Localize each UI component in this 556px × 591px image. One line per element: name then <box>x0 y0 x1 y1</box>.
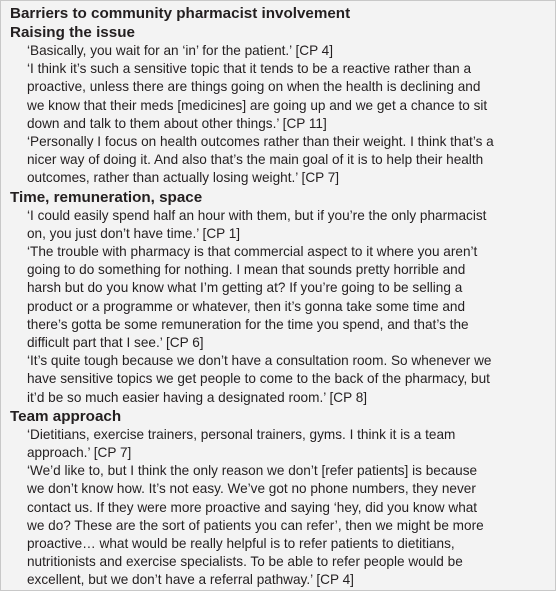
quote-line: product or a programme or whatever, then it’s gonna take some time and <box>27 298 466 314</box>
quote-line: ‘It’s quite tough because we don’t have a consultation room. So whenever we <box>27 353 492 369</box>
quote-line: harsh but do you know what I’m getting at? If you’re going to be selling a <box>27 280 463 296</box>
quote <box>10 243 547 352</box>
section <box>10 188 547 407</box>
quote-line: there’s gotta be some remuneration for the time you spend, and that’s the <box>27 316 469 332</box>
quote-line: we know that their meds [medicines] are going up and we get a chance to sit <box>27 97 488 113</box>
quote-line: difficult part that I see.’ [CP 6] <box>27 335 204 351</box>
quote-line: proactive… what would be really helpful is to refer patients to dietitians, <box>27 536 455 552</box>
quote <box>10 426 547 462</box>
section-heading: Time, remuneration, space <box>10 188 203 206</box>
quote-line: contact us. If they were more proactive and saying ‘hey, did you know what <box>27 499 478 515</box>
quote-line: on, you just don’t have time.’ [CP 1] <box>27 225 241 241</box>
quote-line: ‘Personally I focus on health outcomes rather than their weight. I think that’s a <box>27 134 494 150</box>
quote <box>10 352 547 407</box>
quote-line: proactive, unless there are things going on when the health is declining and <box>27 79 481 95</box>
quote-line: we do? These are the sort of patients you can refer’, then we might be more <box>27 517 484 533</box>
quote-line: excellent, but we don’t have a referral pathway.’ [CP 4] <box>27 572 354 588</box>
quote <box>10 42 547 60</box>
section-heading: Team approach <box>10 407 122 425</box>
section <box>10 407 547 590</box>
quote-line: ‘I think it’s such a sensitive topic that it tends to be a reactive rather than a <box>27 61 472 77</box>
quote-line: ‘I could easily spend half an hour with them, but if you’re the only pharmacist <box>27 207 487 223</box>
quote-line: down and talk to them about other things.’ [CP 11] <box>27 115 327 131</box>
quote-line: nutritionists and exercise specialists. To be able to refer people would be <box>27 554 463 570</box>
quote-line: ‘Basically, you wait for an ‘in’ for the patient.’ [CP 4] <box>27 43 334 58</box>
quote-line: ‘Dietitians, exercise trainers, personal trainers, gyms. I think it is a team <box>27 426 456 442</box>
quote-line: going to do something for nothing. I mean that sounds pretty horrible and <box>27 262 466 278</box>
box-title: Barriers to community pharmacist involvement <box>10 5 351 22</box>
quote <box>10 462 547 589</box>
quote <box>10 133 547 188</box>
quote <box>10 60 547 133</box>
quote <box>10 207 547 243</box>
quote-line: have sensitive topics we get people to come to the back of the pharmacy, but <box>27 371 490 387</box>
quote-line: it’d be so much easier having a designated room.’ [CP 8] <box>27 389 368 405</box>
sections-container <box>10 23 547 590</box>
quote-line: ‘The trouble with pharmacy is that commercial aspect to it where you aren’t <box>27 244 478 260</box>
section <box>10 23 547 188</box>
quote-line: ‘We’d like to, but I think the only reason we don’t [refer patients] is because <box>27 463 478 479</box>
section-heading: Raising the issue <box>10 24 135 41</box>
quote-line: we don’t know how. It’s not easy. We’ve got no phone numbers, they never <box>27 481 476 497</box>
quote-line: approach.’ [CP 7] <box>27 445 132 461</box>
quote-line: nicer way of doing it. And also that’s the main goal of it is to help their health <box>27 152 484 168</box>
quote-line: outcomes, rather than actually losing weight.’ [CP 7] <box>27 170 340 186</box>
